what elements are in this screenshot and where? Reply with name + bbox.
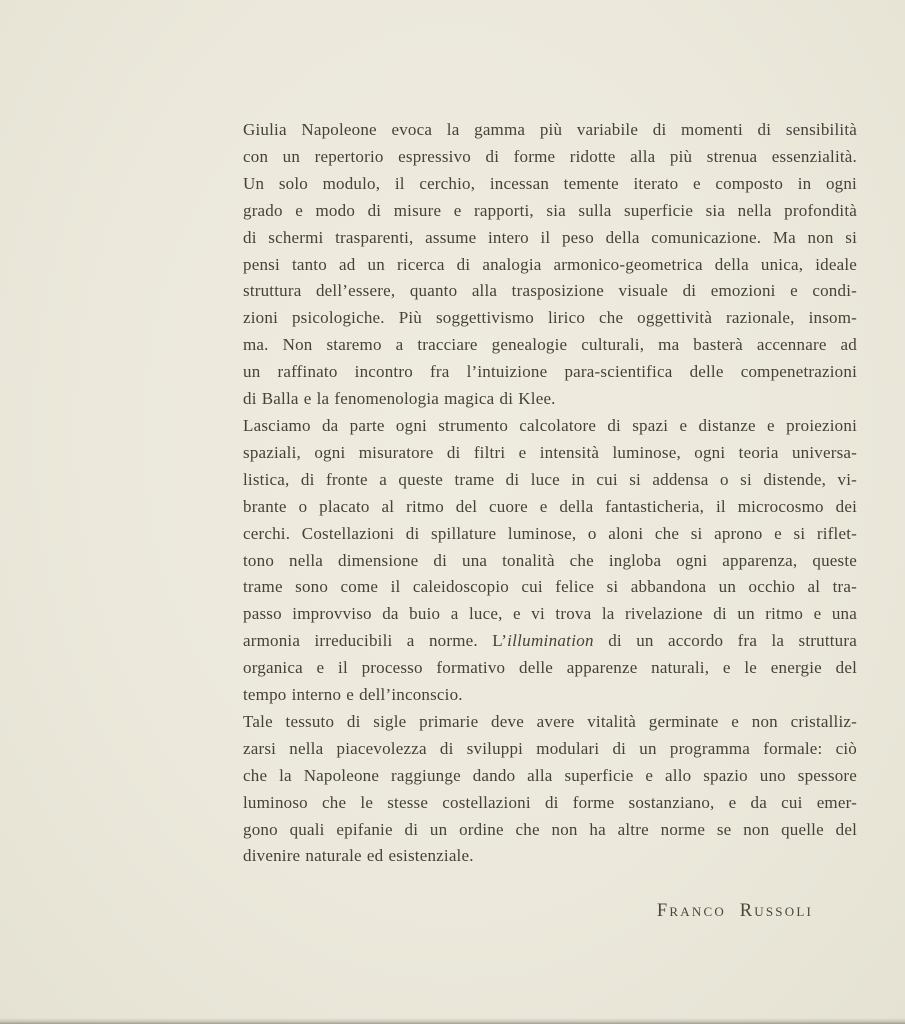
text-line: spaziali, ogni misuratore di filtri e intensità luminose, ogni teoria universa- [243, 442, 857, 462]
text-line: che la Napoleone raggiunge dando alla superficie e allo spazio uno spessore [243, 765, 857, 785]
text-line: grado e modo di misure e rapporti, sia sulla superficie sia nella profondità [243, 200, 857, 220]
essay-text-block [243, 117, 857, 870]
text-line: con un repertorio espressivo di forme ridotte alla più strenua essenzialità. [243, 146, 857, 166]
text-line: trame sono come il caleidoscopio cui felice si abbandona un occhio al tra- [243, 577, 857, 597]
text-line: tono nella dimensione di una tonalità che ingloba ogni apparenza, queste [243, 550, 857, 570]
text-line: Tale tessuto di sigle primarie deve avere vitalità germinate e non cristalliz- [243, 711, 857, 731]
text-line: listica, di fronte a queste trame di luce in cui si addensa o si distende, vi- [243, 469, 857, 489]
text-line: zarsi nella piacevolezza di sviluppi modulari di un programma formale: ciò [243, 738, 857, 758]
text-line: tempo interno e dell’inconscio. [243, 685, 463, 705]
text-line: passo improvviso da buio a luce, e vi trova la rivelazione di un ritmo e una [243, 604, 857, 624]
text-line: luminoso che le stesse costellazioni di forme sostanziano, e da cui emer- [243, 792, 857, 812]
signature-holder [243, 870, 857, 922]
text-line: organica e il processo formativo delle apparenze naturali, e le energie del [243, 658, 857, 678]
text-line: Giulia Napoleone evoca la gamma più variabile di momenti di sensibilità [243, 120, 857, 139]
text-line: struttura dell’essere, quanto alla trasposizione visuale di emozioni e condi- [243, 281, 857, 301]
page-bottom-edge [0, 1018, 905, 1024]
author-signature: Franco Russoli [656, 901, 813, 921]
text-line: divenire naturale ed esistenziale. [243, 846, 474, 866]
text-line: ma. Non staremo a tracciare genealogie culturali, ma basterà accennare ad [243, 335, 857, 355]
text-line: zioni psicologiche. Più soggettivismo lirico che oggettività razionale, insom- [243, 308, 857, 328]
text-line: gono quali epifanie di un ordine che non ha altre norme se non quelle del [243, 819, 857, 839]
text-line: brante o placato al ritmo del cuore e della fantasticheria, il microcosmo dei [243, 496, 857, 516]
text-line: armonia irreducibili a norme. L’illumination di un accordo fra la struttura [243, 631, 857, 651]
text-line: pensi tanto ad un ricerca di analogia armonico-geometrica della unica, ideale [243, 254, 857, 274]
text-line: di schermi trasparenti, assume intero il peso della comunicazione. Ma non si [243, 227, 857, 247]
text-line: Un solo modulo, il cerchio, incessan temente iterato e composto in ogni [243, 173, 857, 193]
text-line: Lasciamo da parte ogni strumento calcolatore di spazi e distanze e proiezioni [243, 415, 857, 435]
text-line: cerchi. Costellazioni di spillature luminose, o aloni che si aprono e si riflet- [243, 523, 857, 543]
text-line: di Balla e la fenomenologia magica di Klee. [243, 389, 556, 409]
text-line: un raffinato incontro fra l’intuizione para-scientifica delle compenetrazioni [243, 362, 857, 382]
